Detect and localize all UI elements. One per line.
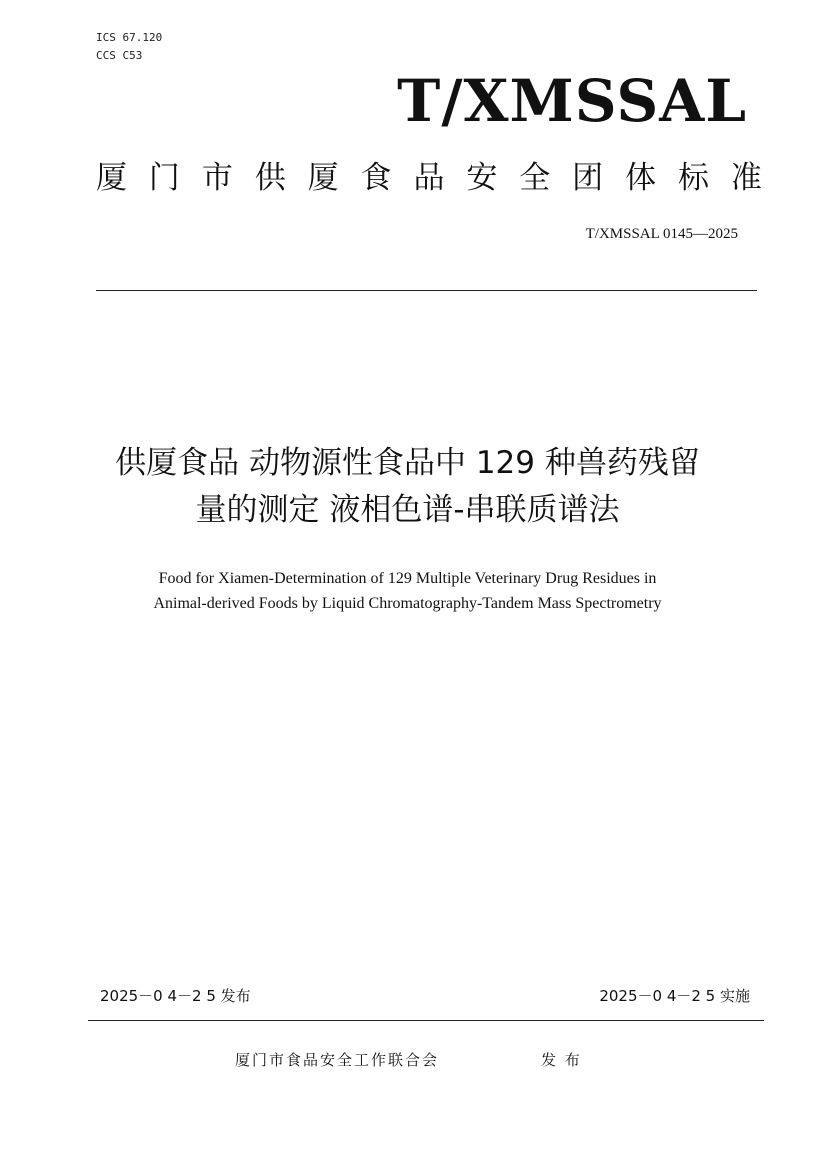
org-title-char: 厦 [307, 160, 339, 196]
org-title-char: 安 [466, 160, 498, 196]
bottom-divider [88, 1020, 764, 1021]
chinese-title-line-1: 供厦食品 动物源性食品中 129 种兽药残留 [115, 445, 700, 481]
organization-standard-title [96, 156, 762, 200]
org-title-char: 体 [625, 160, 657, 196]
ccs-code: CCS C53 [96, 49, 143, 62]
org-title-char: 供 [254, 160, 286, 196]
english-title [60, 566, 755, 616]
org-title-char: 食 [360, 160, 392, 196]
publisher-name: 厦门市食品安全工作联合会 [235, 1051, 440, 1069]
english-title-line-2: Animal-derived Foods by Liquid Chromatography-Tandem Mass Spectrometry [153, 595, 662, 612]
english-title-line-1: Food for Xiamen-Determination of 129 Multiple Veterinary Drug Residues in [158, 570, 657, 587]
standard-number: T/XMSSAL 0145—2025 [585, 226, 738, 242]
issue-date: 2025－0 4－2 5 发布 [100, 987, 251, 1005]
org-title-char: 品 [413, 160, 445, 196]
org-title-char: 市 [201, 160, 233, 196]
org-title-char: 全 [519, 160, 551, 196]
org-title-char: 团 [572, 160, 604, 196]
standard-code-logo: T/XMSSAL [397, 67, 747, 135]
ics-code: ICS 67.120 [96, 31, 163, 44]
org-title-char: 准 [730, 160, 762, 196]
org-title-char: 门 [148, 160, 180, 196]
implementation-date: 2025－0 4－2 5 实施 [599, 987, 750, 1005]
chinese-title-line-2: 量的测定 液相色谱-串联质谱法 [195, 492, 620, 528]
org-title-char: 标 [677, 160, 709, 196]
org-title-char: 厦 [96, 160, 127, 196]
chinese-title [40, 440, 775, 534]
publish-label: 发 布 [541, 1051, 582, 1069]
top-divider [96, 290, 757, 291]
